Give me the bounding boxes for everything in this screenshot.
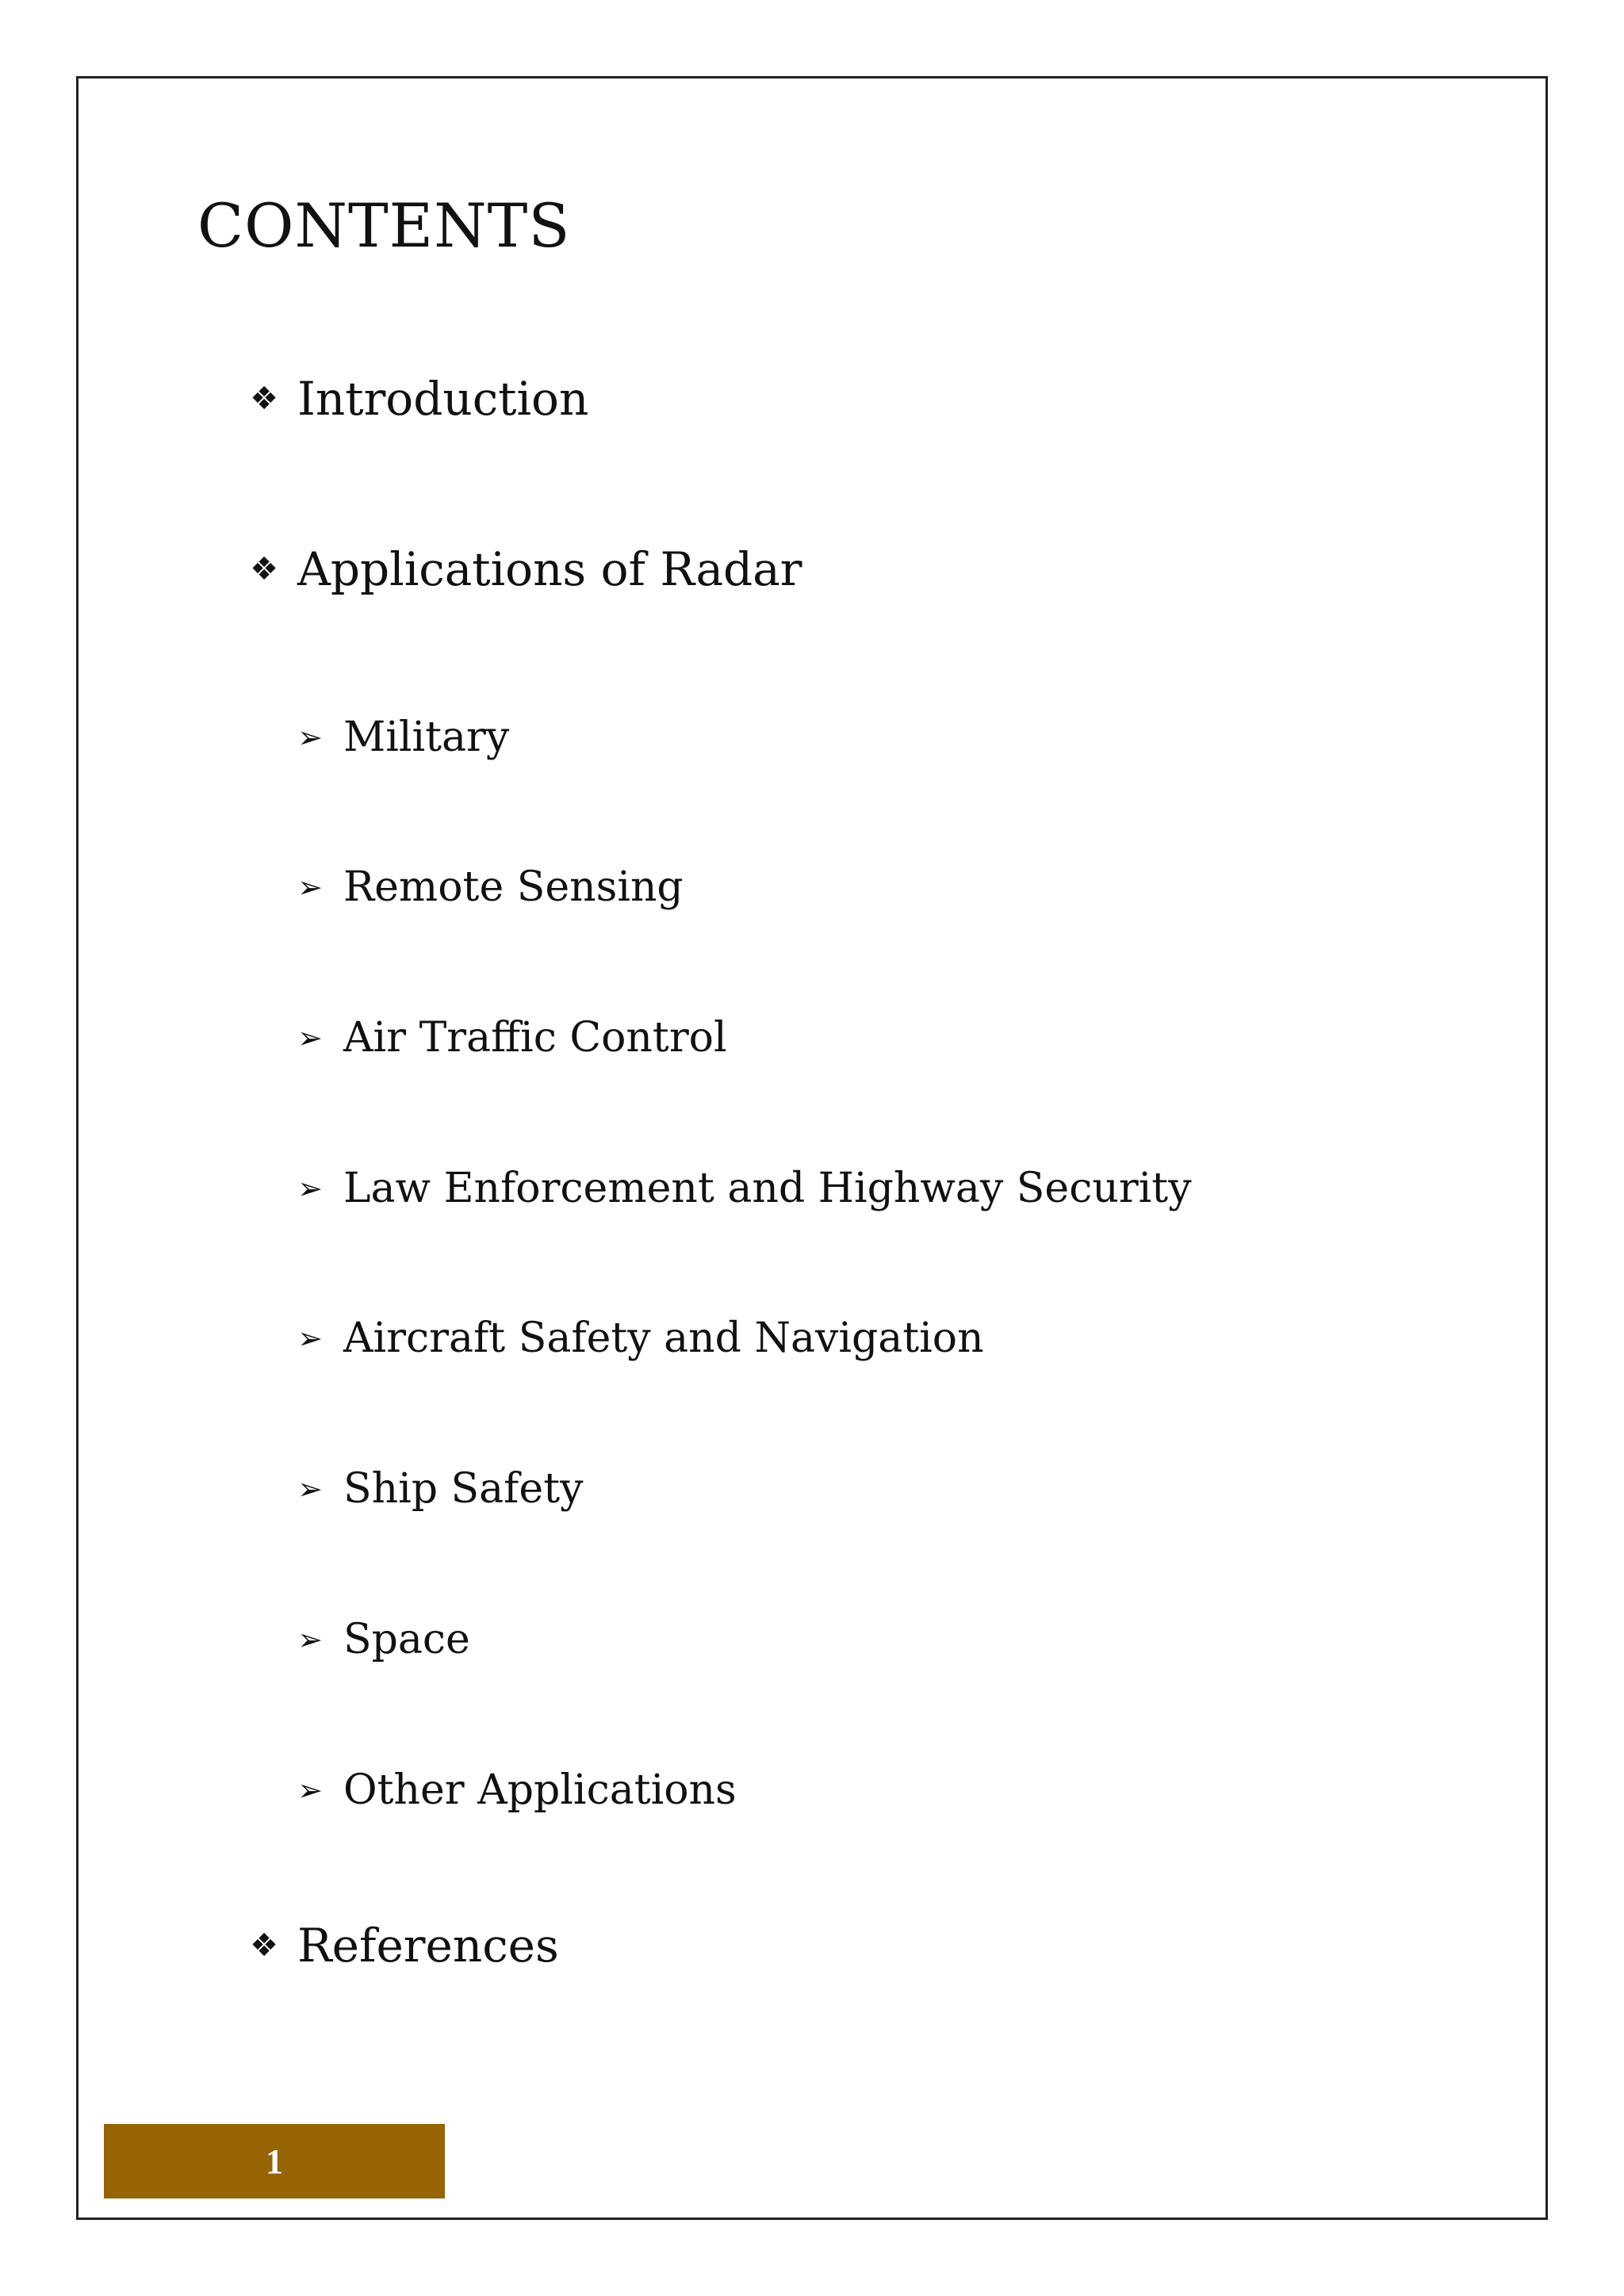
arrowhead-bullet-icon: ➢ <box>297 1020 323 1055</box>
arrowhead-bullet-icon: ➢ <box>297 720 323 755</box>
diamond-flower-bullet-icon: ❖ <box>250 1927 278 1964</box>
arrowhead-bullet-icon: ➢ <box>297 1773 323 1808</box>
arrowhead-bullet-icon: ➢ <box>297 870 323 905</box>
toc-subentry-label: Military <box>343 714 510 761</box>
toc-subentry-military <box>296 714 510 761</box>
toc-entry-introduction <box>248 372 589 426</box>
toc-subentry-aircraft-safety <box>296 1314 984 1362</box>
toc-subentry-label: Air Traffic Control <box>343 1014 727 1062</box>
toc-subentry-remote-sensing <box>296 863 684 911</box>
diamond-flower-bullet-icon: ❖ <box>250 551 278 587</box>
arrowhead-bullet-icon: ➢ <box>297 1171 323 1206</box>
toc-subentry-law-enforcement <box>296 1165 1192 1212</box>
toc-subentry-air-traffic-control <box>296 1014 727 1062</box>
toc-subentry-label: Aircraft Safety and Navigation <box>343 1314 984 1362</box>
toc-subentry-space <box>296 1616 470 1663</box>
page-frame <box>76 76 1548 2220</box>
toc-subentry-label: Law Enforcement and Highway Security <box>343 1165 1192 1212</box>
toc-entry-references <box>248 1919 559 1973</box>
toc-entry-label: Introduction <box>297 372 589 426</box>
toc-subentry-label: Remote Sensing <box>343 863 684 911</box>
toc-subentry-label: Ship Safety <box>343 1465 584 1513</box>
toc-subentry-other-applications <box>296 1766 737 1814</box>
toc-entry-label: Applications of Radar <box>297 542 802 596</box>
toc-subentry-label: Other Applications <box>343 1766 737 1814</box>
toc-subentry-ship-safety <box>296 1465 584 1513</box>
diamond-flower-bullet-icon: ❖ <box>250 381 278 417</box>
toc-entry-label: References <box>297 1919 559 1973</box>
arrowhead-bullet-icon: ➢ <box>297 1321 323 1356</box>
page-number-band <box>104 2124 445 2198</box>
toc-entry-applications-of-radar <box>248 542 802 596</box>
arrowhead-bullet-icon: ➢ <box>297 1622 323 1657</box>
page-number: 1 <box>266 2141 283 2181</box>
toc-subentry-label: Space <box>343 1616 470 1663</box>
contents-heading: CONTENTS <box>197 190 571 261</box>
arrowhead-bullet-icon: ➢ <box>297 1471 323 1506</box>
